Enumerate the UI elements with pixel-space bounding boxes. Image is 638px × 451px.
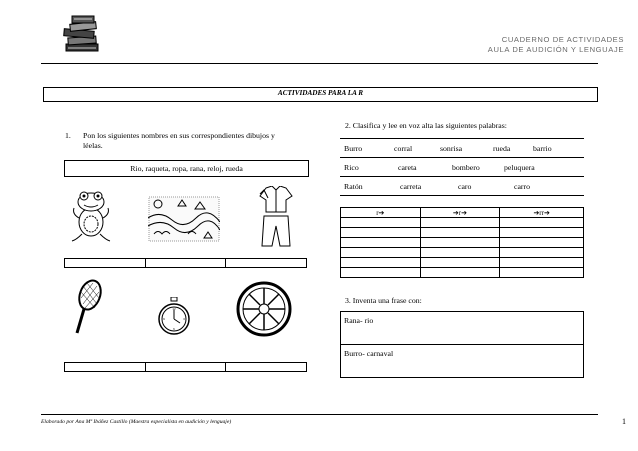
word: caro bbox=[458, 181, 472, 191]
answer-cell[interactable] bbox=[500, 228, 584, 238]
stack-of-books-icon bbox=[58, 10, 106, 58]
answer-cell[interactable] bbox=[420, 238, 500, 248]
header-line-1: CUADERNO DE ACTIVIDADES bbox=[501, 35, 624, 44]
word: Ratón bbox=[344, 181, 363, 191]
tennis-racket-icon bbox=[73, 278, 103, 336]
word: peluquera bbox=[504, 162, 535, 172]
clock-image bbox=[158, 297, 190, 337]
word: sonrisa bbox=[440, 143, 463, 153]
river-icon bbox=[148, 196, 220, 242]
answer-cell[interactable] bbox=[420, 268, 500, 278]
sentence-prompt-2: Burro- carnaval bbox=[344, 349, 394, 358]
ex2-classification-table bbox=[340, 207, 584, 278]
wheel-image bbox=[236, 280, 292, 338]
logo bbox=[58, 10, 106, 58]
ex1-answer-row-1 bbox=[64, 258, 307, 268]
title-bar bbox=[43, 87, 598, 102]
ex1-number: 1. bbox=[65, 131, 71, 140]
answer-cell[interactable] bbox=[65, 259, 146, 268]
svg-text:9: 9 bbox=[163, 317, 165, 321]
header-divider bbox=[41, 63, 598, 64]
ex1-word-bank-box bbox=[64, 160, 309, 177]
word: carro bbox=[514, 181, 531, 191]
word: rueda bbox=[493, 143, 511, 153]
answer-cell[interactable] bbox=[500, 258, 584, 268]
word-row-3 bbox=[340, 177, 584, 196]
frog-icon bbox=[70, 188, 112, 244]
wheel-icon bbox=[236, 280, 292, 338]
word: corral bbox=[394, 143, 413, 153]
ex3-sentence-table bbox=[340, 311, 584, 378]
word: carreta bbox=[400, 181, 422, 191]
answer-cell[interactable] bbox=[341, 258, 421, 268]
ex2-word-table bbox=[340, 138, 584, 196]
page-title: ACTIVIDADES PARA LA R bbox=[277, 89, 364, 97]
word: careta bbox=[398, 162, 417, 172]
footer-divider bbox=[41, 414, 598, 415]
answer-cell[interactable] bbox=[420, 218, 500, 228]
sentence-field-1[interactable] bbox=[341, 312, 584, 345]
ex1-instruction-line-2: léelas. bbox=[83, 141, 103, 150]
answer-cell[interactable] bbox=[341, 238, 421, 248]
clothes-icon bbox=[258, 186, 294, 248]
ex1-answer-row-2 bbox=[64, 362, 307, 372]
header-line-2: AULA DE AUDICIÓN Y LENGUAJE bbox=[487, 45, 624, 54]
clothes-image bbox=[258, 186, 294, 248]
svg-text:6: 6 bbox=[173, 327, 175, 331]
ex3-instruction: 3. Inventa una frase con: bbox=[345, 296, 422, 305]
answer-cell[interactable] bbox=[226, 259, 307, 268]
answer-cell[interactable] bbox=[341, 268, 421, 278]
col-header-initial: r➔ bbox=[341, 208, 421, 218]
answer-cell[interactable] bbox=[420, 248, 500, 258]
word-row-1 bbox=[340, 139, 584, 158]
page-number: 1 bbox=[622, 417, 626, 426]
clock-icon bbox=[158, 297, 190, 337]
frog-image bbox=[70, 188, 112, 244]
answer-cell[interactable] bbox=[341, 228, 421, 238]
river-image bbox=[148, 196, 220, 242]
answer-cell[interactable] bbox=[500, 248, 584, 258]
answer-cell[interactable] bbox=[226, 363, 307, 372]
word-row-2 bbox=[340, 158, 584, 177]
sentence-prompt-1: Rana- rio bbox=[344, 316, 374, 325]
ex1-instruction-line-1: Pon los siguientes nombres en sus correspondientes dibujos y bbox=[83, 131, 275, 140]
ex1-word-bank: Rio, raqueta, ropa, rana, reloj, rueda bbox=[130, 164, 243, 173]
word: Rico bbox=[344, 162, 359, 172]
svg-text:12: 12 bbox=[172, 307, 176, 311]
answer-cell[interactable] bbox=[145, 363, 226, 372]
answer-cell[interactable] bbox=[500, 268, 584, 278]
answer-cell[interactable] bbox=[341, 248, 421, 258]
footer-credit: Elaborado por Ana Mª Ibáñez Castillo (Maestra especialista en audición y lenguaje) bbox=[41, 419, 232, 425]
answer-cell[interactable] bbox=[65, 363, 146, 372]
word: barrio bbox=[533, 143, 552, 153]
col-header-middle: ➔r➔ bbox=[420, 208, 500, 218]
word: bombero bbox=[452, 162, 480, 172]
tennis-racket-image bbox=[73, 278, 103, 336]
word: Burro bbox=[344, 143, 363, 153]
sentence-field-2[interactable] bbox=[341, 345, 584, 378]
answer-cell[interactable] bbox=[420, 228, 500, 238]
ex2-instruction: 2. Clasifica y lee en voz alta las siguientes palabras: bbox=[345, 121, 507, 130]
answer-cell[interactable] bbox=[420, 258, 500, 268]
answer-cell[interactable] bbox=[145, 259, 226, 268]
answer-cell[interactable] bbox=[341, 218, 421, 228]
answer-cell[interactable] bbox=[500, 238, 584, 248]
svg-text:3: 3 bbox=[183, 317, 185, 321]
col-header-double: ➔rr➔ bbox=[500, 208, 584, 218]
answer-cell[interactable] bbox=[500, 218, 584, 228]
